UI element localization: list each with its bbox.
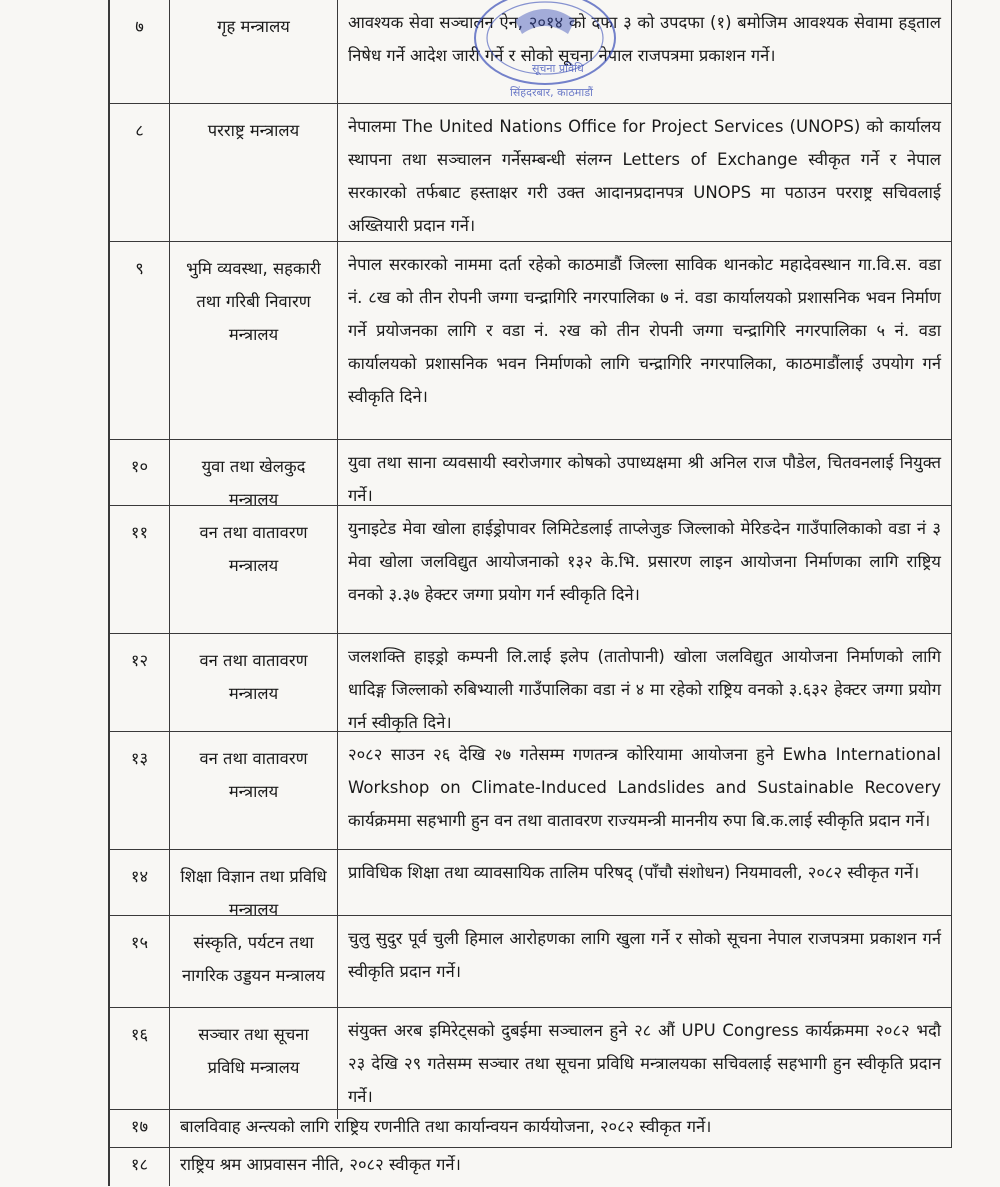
decision-text: राष्ट्रिय श्रम आप्रवासन नीति, २०८२ स्वीकृत गर्ने। xyxy=(180,1155,461,1174)
decision-text: बालविवाह अन्त्यको लागि राष्ट्रिय रणनीति तथा कार्यान्वयन कार्ययोजना, २०८२ स्वीकृत गर्ने। xyxy=(170,1110,952,1148)
row-number: १३ xyxy=(110,732,170,849)
ministry-name: वन तथा वातावरण मन्त्रालय xyxy=(170,732,338,849)
ministry-name: भुमि व्यवस्था, सहकारी तथा गरिबी निवारण मन्त्रालय xyxy=(170,242,338,439)
table-row xyxy=(110,1148,952,1186)
stamp-text-bottom: सिंहदरबार, काठमाडौं xyxy=(510,86,593,99)
table-row xyxy=(110,506,952,634)
ministry-name: गृह मन्त्रालय xyxy=(170,0,338,103)
decision-text: २०८२ साउन २६ देखि २७ गतेसम्म गणतन्त्र कोरियामा आयोजना हुने Ewha International Workshop on Climate-Induced Landslides and Sustainable Recovery कार्यक्रममा सहभागी हुन वन तथा वातावरण राज्यमन्त्री माननीय रुपा बि.क.लाई स्वीकृति प्रदान गर्ने। xyxy=(338,732,952,849)
row-number: ११ xyxy=(110,506,170,633)
ministry-name: युवा तथा खेलकुद मन्त्रालय xyxy=(170,440,338,522)
stamp-text-top: सूचना प्रविधि xyxy=(532,62,584,75)
table-row xyxy=(110,634,952,732)
row-number: १७ xyxy=(110,1110,170,1148)
row-number: १२ xyxy=(110,634,170,745)
decision-text: चुलु सुदुर पूर्व चुली हिमाल आरोहणका लागि खुला गर्ने र सोको सूचना नेपाल राजपत्रमा प्रकाशन गर्न स्वीकृति प्रदान गर्ने। xyxy=(338,916,952,1007)
row-number: १० xyxy=(110,440,170,522)
ministry-name: वन तथा वातावरण मन्त्रालय xyxy=(170,634,338,745)
decision-text: नेपाल सरकारको नाममा दर्ता रहेको काठमाडौं जिल्ला साविक थानकोट महादेवस्थान गा.वि.स. वडा नं. ८ख को तीन रोपनी जग्गा चन्द्रागिरि नगरपालिका ७ नं. वडा कार्यालयको प्रशासनिक भवन निर्माण गर्ने प्रयोजनका लागि र वडा नं. २ख को तीन रोपनी जग्गा चन्द्रागिरि नगरपालिका ५ नं. वडा कार्यालयको प्रशासनिक भवन निर्माणको लागि चन्द्रागिरि नगरपालिका, काठमाडौंलाई उपयोग गर्न स्वीकृति दिने। xyxy=(338,242,952,439)
row-number: १८ xyxy=(110,1148,170,1186)
table-row xyxy=(110,440,952,509)
row-number: ८ xyxy=(110,104,170,248)
decision-text: नेपालमा The United Nations Office for Project Services (UNOPS) को कार्यालय स्थापना तथा सञ्चालन गर्नेसम्बन्धी संलग्न Letters of Exchange स्वीकृत गर्ने र नेपाल सरकारको तर्फबाट हस्ताक्षर गरी उक्त आदानप्रदानपत्र UNOPS मा पठाउन परराष्ट्र सचिवलाई अख्तियारी प्रदान गर्ने। xyxy=(338,104,952,248)
table-row xyxy=(110,850,952,919)
table-row xyxy=(110,0,952,104)
decision-text: संयुक्त अरब इमिरेट्सको दुबईमा सञ्चालन हुने २८ औं UPU Congress कार्यक्रममा २०८२ भदौ २३ देखि २९ गतेसम्म सञ्चार तथा सूचना प्रविधि मन्त्रालयका सचिवलाई सहभागी हुन स्वीकृति प्रदान गर्ने। xyxy=(338,1008,952,1119)
ministry-name: सञ्चार तथा सूचना प्रविधि मन्त्रालय xyxy=(170,1008,338,1119)
row-number: १५ xyxy=(110,916,170,1007)
ministry-name: परराष्ट्र मन्त्रालय xyxy=(170,104,338,248)
ministry-name: संस्कृति, पर्यटन तथा नागरिक उड्डयन मन्त्रालय xyxy=(170,916,338,1007)
table-row xyxy=(110,916,952,1008)
decision-text: जलशक्ति हाइड्रो कम्पनी लि.लाई इलेप (तातोपानी) खोला जलविद्युत आयोजना निर्माणको लागि धादिङ्ग जिल्लाको रुबिभ्याली गाउँपालिका वडा नं ४ मा रहेको राष्ट्रिय वनको ३.६३२ हेक्टर जग्गा प्रयोग गर्न स्वीकृति दिने। xyxy=(338,634,952,745)
row-number: ९ xyxy=(110,242,170,439)
row-number: १६ xyxy=(110,1008,170,1119)
decisions-table xyxy=(108,0,952,1186)
decision-text: युवा तथा साना व्यवसायी स्वरोजगार कोषको उपाध्यक्षमा श्री अनिल राज पौडेल, चितवनलाई नियुक्त गर्ने। xyxy=(338,440,952,522)
table-row xyxy=(110,732,952,850)
decision-text: प्राविधिक शिक्षा तथा व्यावसायिक तालिम परिषद् (पाँचौ संशोधन) नियमावली, २०८२ स्वीकृत गर्ने। xyxy=(338,850,952,932)
decision-text: आवश्यक सेवा सञ्चालन ऐन, २०१४ को दफा ३ को उपदफा (१) बमोजिम आवश्यक सेवामा हड्ताल निषेध गर्ने आदेश जारी गर्ने र सोको सूचना नेपाल राजपत्रमा प्रकाशन गर्ने। xyxy=(338,0,952,103)
ministry-name: वन तथा वातावरण मन्त्रालय xyxy=(170,506,338,633)
row-number: ७ xyxy=(110,0,170,103)
ministry-name: शिक्षा विज्ञान तथा प्रविधि मन्त्रालय xyxy=(170,850,338,932)
decision-text: युनाइटेड मेवा खोला हाईड्रोपावर लिमिटेडलाई ताप्लेजुङ जिल्लाको मेरिङदेन गाउँपालिकाको वडा नं ३ मेवा खोला जलविद्युत आयोजनाको १३२ के.भि. प्रसारण लाइन आयोजना निर्माणका लागि राष्ट्रिय वनको ३.३७ हेक्टर जग्गा प्रयोग गर्न स्वीकृति दिने। xyxy=(338,506,952,633)
table-row xyxy=(110,242,952,440)
table-row xyxy=(110,1110,952,1148)
table-row xyxy=(110,104,952,242)
row-number: १४ xyxy=(110,850,170,932)
table-row xyxy=(110,1008,952,1110)
